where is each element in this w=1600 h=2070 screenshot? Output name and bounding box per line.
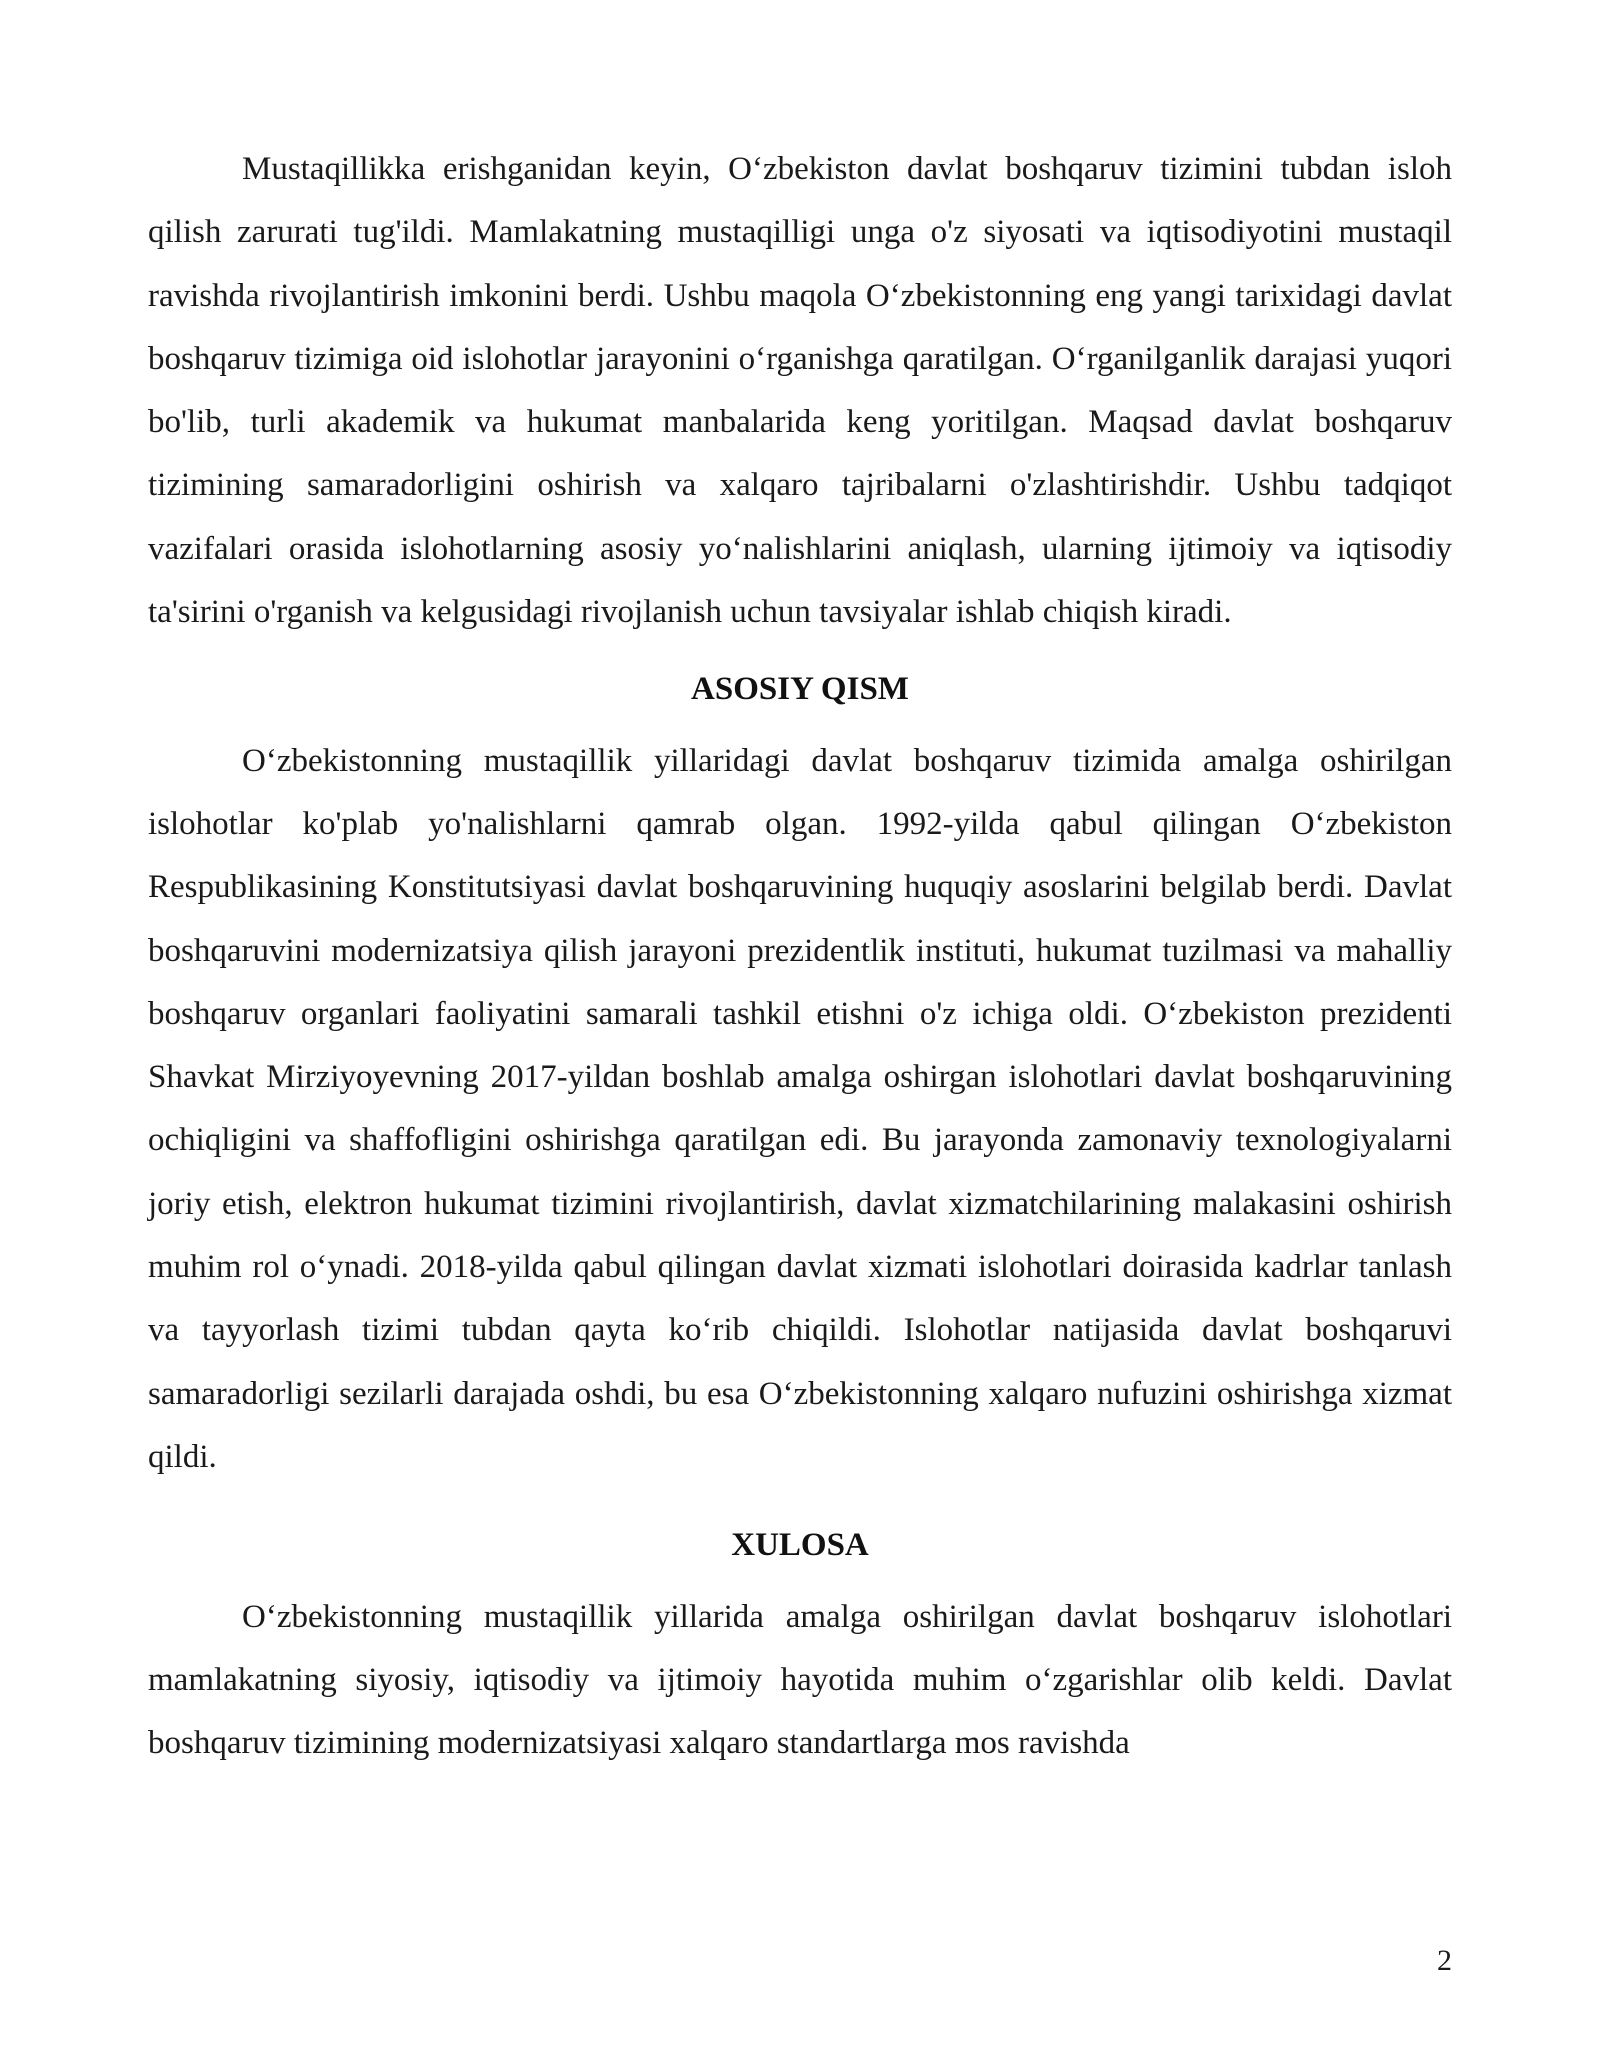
intro-paragraph: Mustaqillikka erishganidan keyin, O‘zbekiston davlat boshqaruv tizimini tubdan isloh qilish zarurati tug'ildi. Mamlakatning mustaqilligi unga o'z siyosati va iqtisodiyotini mustaqil ravishda rivojlantirish imkonini berdi. Ushbu maqola O‘zbekistonning eng yangi tarixidagi davlat boshqaruv tizimiga oid islohotlar jarayonini o‘rganishga qaratilgan. O‘rganilganlik darajasi yuqori bo'lib, turli akademik va hukumat manbalarida keng yoritilgan. Maqsad davlat boshqaruv tizimining samaradorligini oshirish va xalqaro tajribalarni o'zlashtirishdir. Ushbu tadqiqot vazifalari orasida islohotlarning asosiy yo‘nalishlarini aniqlash, ularning ijtimoiy va iqtisodiy ta'sirini o'rganish va kelgusidagi rivojlanish uchun tavsiyalar ishlab chiqish kiradi.: [148, 151, 1452, 631]
main-paragraph: O‘zbekistonning mustaqillik yillaridagi davlat boshqaruv tizimida amalga oshirilgan islohotlar ko'plab yo'nalishlarni qamrab olgan. 1992-yilda qabul qilingan O‘zbekiston Respublikasining Konstitutsiyasi davlat boshqaruvining huquqiy asoslarini belgilab berdi. Davlat boshqaruvini modernizatsiya qilish jarayoni prezidentlik instituti, hukumat tuzilmasi va mahalliy boshqaruv organlari faoliyatini samarali tashkil etishni o'z ichiga oldi. O‘zbekiston prezidenti Shavkat Mirziyoyevning 2017-yildan boshlab amalga oshirgan islohotlari davlat boshqaruvining ochiqligini va shaffofligini oshirishga qaratilgan edi. Bu jarayonda zamonaviy texnologiyalarni joriy etish, elektron hukumat tizimini rivojlantirish, davlat xizmatchilarining malakasini oshirish muhim rol o‘ynadi. 2018-yilda qabul qilingan davlat xizmati islohotlari doirasida kadrlar tanlash va tayyorlash tizimi tubdan qayta ko‘rib chiqildi. Islohotlar natijasida davlat boshqaruvi samaradorligi sezilarli darajada oshdi, bu esa O‘zbekistonning xalqaro nufuzini oshirishga xizmat qildi.: [148, 742, 1452, 1475]
document-body: [148, 138, 1452, 1775]
page-number: 2: [1437, 1944, 1452, 1977]
section-heading-conclusion: XULOSA: [731, 1527, 869, 1564]
conclusion-paragraph: O‘zbekistonning mustaqillik yillarida amalga oshirilgan davlat boshqaruv islohotlari mamlakatning siyosiy, iqtisodiy va ijtimoiy hayotida muhim o‘zgarishlar olib keldi. Davlat boshqaruv tizimining modernizatsiyasi xalqaro standartlarga mos ravishda: [148, 1598, 1452, 1762]
section-heading-main: ASOSIY QISM: [691, 671, 909, 708]
